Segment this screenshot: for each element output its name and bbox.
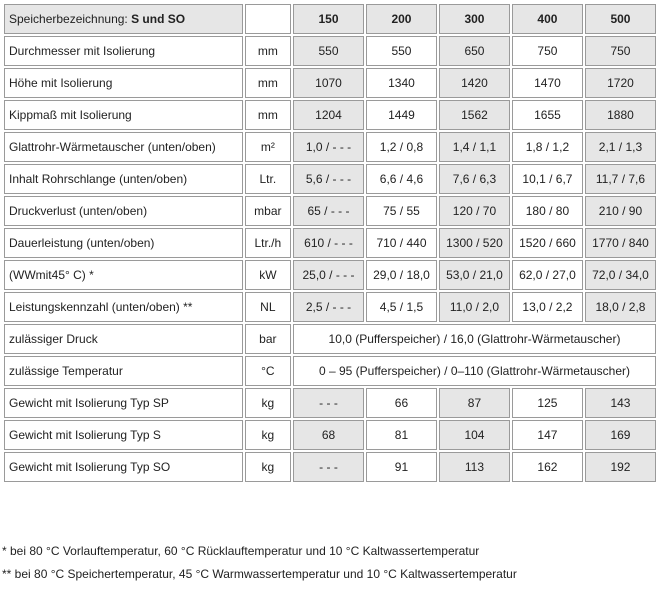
row-unit: kg <box>245 452 291 482</box>
cell: 18,0 / 2,8 <box>585 292 656 322</box>
row-label: Inhalt Rohrschlange (unten/oben) <box>4 164 243 194</box>
row-label: Gewicht mit Isolierung Typ S <box>4 420 243 450</box>
footnote-1: * bei 80 °C Vorlauftemperatur, 60 °C Rücklauftemperatur und 10 °C Kaltwassertemperatur <box>2 544 480 558</box>
cell: 143 <box>585 388 656 418</box>
cell: - - - <box>293 388 364 418</box>
cell: 6,6 / 4,6 <box>366 164 437 194</box>
cell: 2,1 / 1,3 <box>585 132 656 162</box>
model-500: 500 <box>585 4 656 34</box>
footnote-2: ** bei 80 °C Speichertemperatur, 45 °C Warmwassertemperatur und 10 °C Kaltwassertemperatur <box>2 567 517 581</box>
model-150: 150 <box>293 4 364 34</box>
row-unit: mbar <box>245 196 291 226</box>
row-unit: m² <box>245 132 291 162</box>
cell: 1720 <box>585 68 656 98</box>
cell: 1449 <box>366 100 437 130</box>
model-200: 200 <box>366 4 437 34</box>
row-label: (WWmit45° C) * <box>4 260 243 290</box>
row-unit: Ltr./h <box>245 228 291 258</box>
cell-span: 10,0 (Pufferspeicher) / 16,0 (Glattrohr-Wärmetauscher) <box>293 324 656 354</box>
table-row-dauerleistung-kw <box>4 260 656 290</box>
header-label-prefix: Speicherbezeichnung: <box>9 12 132 26</box>
cell: 1340 <box>366 68 437 98</box>
header-label <box>4 4 243 34</box>
cell: 1880 <box>585 100 656 130</box>
cell: 1,0 / - - - <box>293 132 364 162</box>
cell: 1470 <box>512 68 583 98</box>
cell: 10,1 / 6,7 <box>512 164 583 194</box>
row-label: Leistungskennzahl (unten/oben) ** <box>4 292 243 322</box>
cell: 1420 <box>439 68 510 98</box>
table-row <box>4 420 656 450</box>
table-row <box>4 164 656 194</box>
cell: 5,6 / - - - <box>293 164 364 194</box>
table-row-dauerleistung <box>4 228 656 258</box>
table-row <box>4 36 656 66</box>
cell: 147 <box>512 420 583 450</box>
cell: 75 / 55 <box>366 196 437 226</box>
cell: 1,8 / 1,2 <box>512 132 583 162</box>
cell: 1,4 / 1,1 <box>439 132 510 162</box>
row-label: zulässige Temperatur <box>4 356 243 386</box>
cell: 710 / 440 <box>366 228 437 258</box>
table-row <box>4 388 656 418</box>
cell: 169 <box>585 420 656 450</box>
cell-span: 0 – 95 (Pufferspeicher) / 0–110 (Glattrohr-Wärmetauscher) <box>293 356 656 386</box>
spec-table <box>2 2 658 484</box>
cell: 29,0 / 18,0 <box>366 260 437 290</box>
row-unit: mm <box>245 100 291 130</box>
row-unit: °C <box>245 356 291 386</box>
header-row <box>4 4 656 34</box>
cell: 65 / - - - <box>293 196 364 226</box>
row-label: Kippmaß mit Isolierung <box>4 100 243 130</box>
table-row <box>4 132 656 162</box>
header-unit-cell <box>245 4 291 34</box>
cell: 550 <box>366 36 437 66</box>
cell: 1204 <box>293 100 364 130</box>
cell: 104 <box>439 420 510 450</box>
table-row <box>4 196 656 226</box>
table-row <box>4 292 656 322</box>
row-unit: bar <box>245 324 291 354</box>
cell: 192 <box>585 452 656 482</box>
cell: 25,0 / - - - <box>293 260 364 290</box>
row-unit: kW <box>245 260 291 290</box>
row-label: Druckverlust (unten/oben) <box>4 196 243 226</box>
model-400: 400 <box>512 4 583 34</box>
cell: 180 / 80 <box>512 196 583 226</box>
row-unit: NL <box>245 292 291 322</box>
cell: 113 <box>439 452 510 482</box>
cell: 11,7 / 7,6 <box>585 164 656 194</box>
row-label: Glattrohr-Wärmetauscher (unten/oben) <box>4 132 243 162</box>
cell: - - - <box>293 452 364 482</box>
cell: 210 / 90 <box>585 196 656 226</box>
cell: 62,0 / 27,0 <box>512 260 583 290</box>
row-label: Dauerleistung (unten/oben) <box>4 228 243 258</box>
row-label: Gewicht mit Isolierung Typ SP <box>4 388 243 418</box>
cell: 125 <box>512 388 583 418</box>
cell: 1,2 / 0,8 <box>366 132 437 162</box>
cell: 87 <box>439 388 510 418</box>
cell: 81 <box>366 420 437 450</box>
cell: 4,5 / 1,5 <box>366 292 437 322</box>
cell: 2,5 / - - - <box>293 292 364 322</box>
table-row <box>4 100 656 130</box>
cell: 650 <box>439 36 510 66</box>
model-300: 300 <box>439 4 510 34</box>
table-row <box>4 356 656 386</box>
table-row <box>4 324 656 354</box>
cell: 120 / 70 <box>439 196 510 226</box>
cell: 13,0 / 2,2 <box>512 292 583 322</box>
row-unit: Ltr. <box>245 164 291 194</box>
cell: 1070 <box>293 68 364 98</box>
cell: 53,0 / 21,0 <box>439 260 510 290</box>
cell: 750 <box>585 36 656 66</box>
cell: 1300 / 520 <box>439 228 510 258</box>
row-unit: kg <box>245 388 291 418</box>
row-unit: mm <box>245 36 291 66</box>
header-label-bold: S und SO <box>131 12 186 26</box>
cell: 11,0 / 2,0 <box>439 292 510 322</box>
table-row <box>4 452 656 482</box>
row-unit: kg <box>245 420 291 450</box>
cell: 550 <box>293 36 364 66</box>
cell: 162 <box>512 452 583 482</box>
row-label: Gewicht mit Isolierung Typ SO <box>4 452 243 482</box>
cell: 610 / - - - <box>293 228 364 258</box>
row-label: Durchmesser mit Isolierung <box>4 36 243 66</box>
cell: 91 <box>366 452 437 482</box>
cell: 72,0 / 34,0 <box>585 260 656 290</box>
cell: 66 <box>366 388 437 418</box>
cell: 7,6 / 6,3 <box>439 164 510 194</box>
cell: 1520 / 660 <box>512 228 583 258</box>
cell: 1562 <box>439 100 510 130</box>
table-row <box>4 68 656 98</box>
cell: 1655 <box>512 100 583 130</box>
row-label: zulässiger Druck <box>4 324 243 354</box>
cell: 750 <box>512 36 583 66</box>
cell: 68 <box>293 420 364 450</box>
cell: 1770 / 840 <box>585 228 656 258</box>
row-label: Höhe mit Isolierung <box>4 68 243 98</box>
row-unit: mm <box>245 68 291 98</box>
